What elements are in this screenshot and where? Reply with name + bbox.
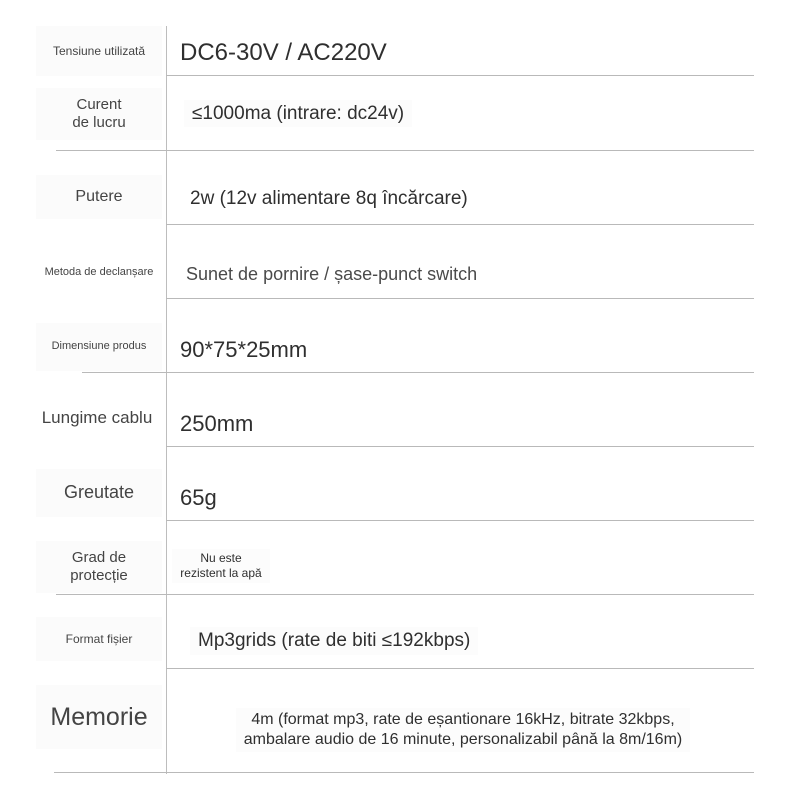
spec-row-weight <box>0 447 800 521</box>
spec-value: 2w (12v alimentare 8q încărcare) <box>190 188 468 209</box>
spec-value: 90*75*25mm <box>180 337 308 363</box>
spec-value: ≤1000ma (intrare: dc24v) <box>184 76 760 151</box>
spec-row-trigger <box>0 225 800 299</box>
spec-label: Grad de protecție <box>36 541 162 593</box>
spec-value: 250mm <box>180 411 254 437</box>
spec-label: Format fișier <box>36 617 162 661</box>
spec-value: Sunet de pornire / șase-punct switch <box>186 263 478 284</box>
spec-label: Lungime cablu <box>41 407 153 427</box>
spec-row-voltage <box>0 26 800 76</box>
spec-label: Putere <box>36 175 162 219</box>
spec-row-power <box>0 151 800 225</box>
spec-row-file-format <box>0 595 800 669</box>
spec-label: Dimensiune produs <box>36 323 162 371</box>
spec-row-current <box>0 76 800 151</box>
spec-value: DC6-30V / AC220V <box>180 39 387 66</box>
spec-value: 4m (format mp3, rate de eșantionare 16kHz, bitrate 32kbps, ambalare audio de 16 minute, personalizabil până la 8m/16m) <box>186 695 740 765</box>
spec-label: Tensiune utilizată <box>36 26 162 76</box>
spec-value: Nu este rezistent la apă <box>166 543 276 589</box>
spec-row-dimensions <box>0 299 800 373</box>
spec-label: Metoda de declanșare <box>44 266 154 279</box>
spec-label: Curent de lucru <box>36 88 162 140</box>
spec-row-memory <box>0 669 800 773</box>
spec-value: 65g <box>180 485 217 511</box>
spec-value: Mp3grids (rate de biti ≤192kbps) <box>190 617 760 665</box>
spec-label: Memorie <box>36 685 162 749</box>
spec-row-cable-length <box>0 373 800 447</box>
spec-label: Greutate <box>36 469 162 517</box>
spec-row-protection <box>0 521 800 595</box>
row-divider <box>54 772 754 773</box>
